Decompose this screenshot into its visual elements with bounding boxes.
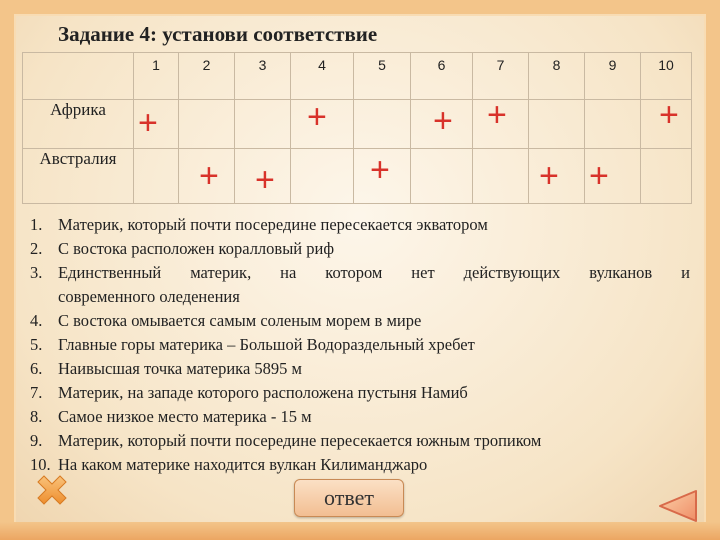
plus-mark: +: [199, 157, 219, 195]
item-number: 6.: [30, 359, 43, 378]
grid-cell[interactable]: [473, 96, 529, 149]
plus-mark: +: [433, 102, 453, 140]
grid-cell[interactable]: [529, 149, 585, 204]
plus-mark: +: [255, 161, 275, 199]
frame-bottom-band: [0, 522, 720, 540]
plus-mark: +: [307, 98, 327, 136]
grid-cell[interactable]: [235, 149, 291, 204]
item-number: 3.: [30, 263, 43, 282]
item-number: 9.: [30, 431, 43, 450]
item-number: 5.: [30, 335, 43, 354]
column-header: 3: [235, 53, 291, 100]
item-text: Самое низкое место материка - 15 м: [58, 407, 312, 426]
grid-cell[interactable]: [585, 100, 641, 149]
answer-grid: [22, 52, 692, 204]
grid-cell[interactable]: [529, 100, 585, 149]
grid-cell[interactable]: [473, 149, 529, 204]
list-item-continuation: [30, 285, 690, 309]
item-text: С востока расположен коралловый риф: [58, 239, 335, 258]
item-text: современного оледенения: [58, 287, 240, 306]
grid-row-australia: [23, 149, 692, 204]
grid-cell[interactable]: [411, 149, 473, 204]
grid-cell[interactable]: [134, 149, 179, 204]
row-label-australia: Австралия: [23, 149, 134, 204]
item-text: Единственный материк, на котором нет действующих вулканов и: [58, 263, 690, 282]
grid-corner-cell: [23, 53, 134, 100]
item-number: 8.: [30, 407, 43, 426]
list-item: [30, 429, 690, 453]
list-item: [30, 357, 690, 381]
list-item: [30, 237, 690, 261]
column-header: 6: [411, 53, 473, 100]
list-item: [30, 333, 690, 357]
grid-cell[interactable]: [179, 149, 235, 204]
grid-cell[interactable]: [641, 96, 692, 149]
item-text: Материк, на западе которого расположена пустыня Намиб: [58, 383, 468, 402]
page-title: Задание 4: установи соответствие: [58, 22, 378, 46]
item-text: Материк, который почти посередине пересекается южным тропиком: [58, 431, 542, 450]
plus-mark: +: [659, 96, 679, 134]
item-text: На каком материке находится вулкан Килиманджаро: [58, 455, 428, 474]
list-item: [30, 261, 690, 285]
column-header: 4: [291, 53, 354, 100]
list-item: [30, 213, 690, 237]
statement-list: [30, 213, 690, 477]
item-number: 2.: [30, 239, 43, 258]
list-item: [30, 453, 690, 477]
item-number: 1.: [30, 215, 43, 234]
close-icon[interactable]: [30, 468, 74, 512]
row-label-africa: Африка: [23, 100, 134, 149]
column-header: 7: [473, 53, 529, 100]
list-item: [30, 309, 690, 333]
column-header: 1: [134, 53, 179, 100]
grid-cell[interactable]: [291, 149, 354, 204]
column-header: 5: [354, 53, 411, 100]
grid-cell[interactable]: [291, 100, 354, 149]
grid-cell[interactable]: [179, 100, 235, 149]
column-header: 8: [529, 53, 585, 100]
grid-cell[interactable]: [235, 100, 291, 149]
column-header: 2: [179, 53, 235, 100]
back-triangle-icon[interactable]: [656, 488, 700, 524]
item-number: 10.: [30, 455, 51, 474]
plus-mark: +: [138, 104, 158, 142]
list-item: [30, 381, 690, 405]
column-header: 9: [585, 53, 641, 100]
plus-mark: +: [487, 96, 507, 134]
item-number: 7.: [30, 383, 43, 402]
grid-row-africa: [23, 100, 692, 149]
plus-mark: +: [370, 151, 390, 189]
item-text: Материк, который почти посередине пересекается экватором: [58, 215, 488, 234]
item-text: Главные горы материка – Большой Водораздельный хребет: [58, 335, 475, 354]
grid-cell[interactable]: [354, 100, 411, 149]
column-header: 10: [641, 53, 692, 100]
grid-cell[interactable]: [585, 149, 641, 204]
list-item: [30, 405, 690, 429]
grid-header-row: [23, 53, 692, 100]
grid-cell[interactable]: [411, 100, 473, 149]
item-text: Наивысшая точка материка 5895 м: [58, 359, 302, 378]
item-number: 4.: [30, 311, 43, 330]
grid-cell[interactable]: [134, 100, 179, 149]
item-text: С востока омывается самым соленым морем в мире: [58, 311, 422, 330]
answer-button[interactable]: ответ: [294, 479, 404, 517]
grid-cell[interactable]: [354, 149, 411, 204]
grid-cell[interactable]: [641, 149, 692, 204]
plus-mark: +: [589, 157, 609, 195]
plus-mark: +: [539, 157, 559, 195]
